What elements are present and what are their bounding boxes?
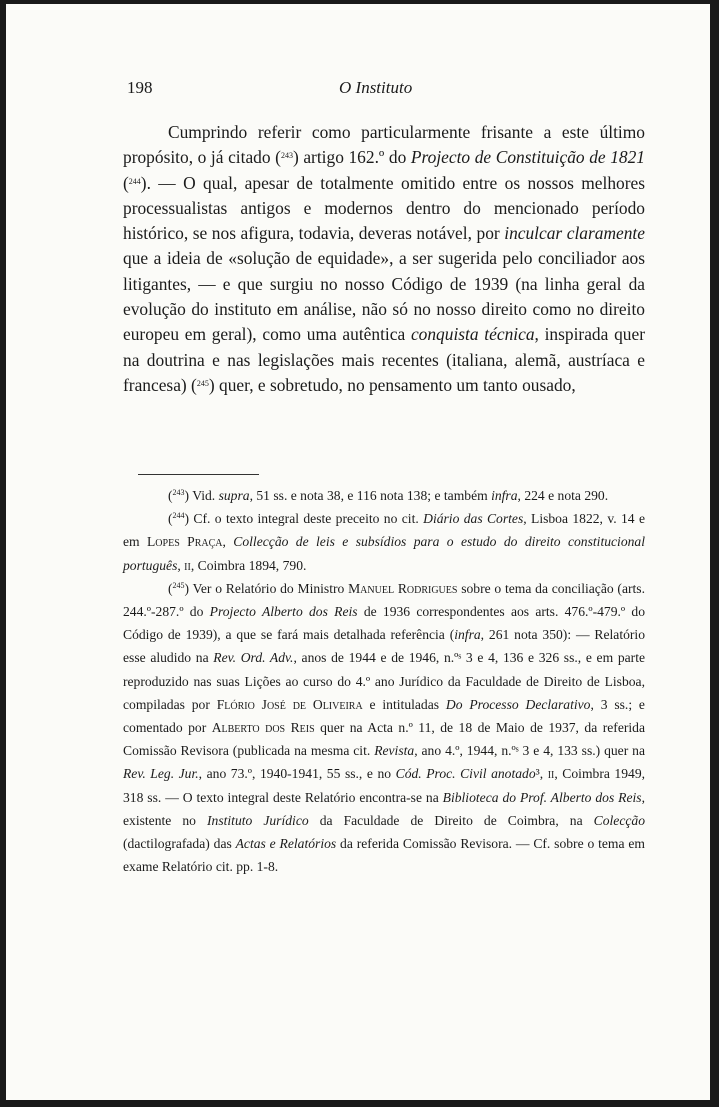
footnote-245: ($^{245}$) Ver o Relatório do Ministro Manuel Rodrigues sobre o tema da conciliação (arts. 244.º-287.º do Projecto Alberto dos Reis de 1936 correspondentes aos arts. 476.º-479.º do Código de 1939), a que se fará mais detalhada referência (infra, 261 nota 350): — Relatório esse aludido na Rev. Ord. Adv., anos de 1944 e de 1946, n.ºˢ 3 e 4, 136 e 326 ss., e em parte reproduzido nas suas Lições ao curso do 4.º ano Jurídico da Faculdade de Direito de Lisboa, compiladas por Flório José de Oliveira e intituladas Do Processo Declarativo, 3 ss.; e comentado por Alberto dos Reis quer na Acta n.º 11, de 18 de Maio de 1937, da referida Comissão Revisora (publicada na mesma cit. Revista, ano 4.º, 1944, n.ºˢ 3 e 4, 133 ss.) quer na Rev. Leg. Jur., ano 73.º, 1940-1941, 55 ss., e no Cód. Proc. Civil anotado³, ii, Coimbra 1949, 318 ss. — O texto integral deste Relatório encontra-se na Biblioteca do Prof. Alberto dos Reis, existente no Instituto Jurídico da Faculdade de Direito de Coimbra, na Colecção (dactilografada) das Actas e Relatórios da referida Comissão Revisora. — Cf. sobre o tema em exame Relatório cit. pp. 1-8. [123, 580, 646, 875]
main-paragraph: Cumprindo referir como particularmente frisante a este último propósito, o já citado ($^{243}$) artigo 162.º do Projecto de Constituição de 1821 ($^{244}$). — O qual, apesar de totalmente omitido entre os nossos melhores processualistas antigos e modernos dentro do mencionado período histórico, se nos afigura, todavia, deveras notável, por inculcar claramente que a ideia de «solução de equidade», a ser sugerida pelo conciliador aos litigantes, — e que surgiu no nosso Código de 1939 (na linha geral da evolução do instituto em análise, não só no nosso direito como no direito europeu em geral), como uma autêntica conquista técnica, inspirada quer na doutrina e nas legislações mais recentes (italiana, alemã, austríaca e francesa) ($^{245}$) quer, e sobretudo, no pensamento um tanto ousado, [123, 122, 645, 395]
footnote-243: ($^{243}$) Vid. supra, 51 ss. e nota 38, e 116 nota 138; e também infra, 224 e nota 290. [168, 488, 609, 503]
main-text [123, 120, 645, 398]
footnote-separator [138, 474, 259, 475]
running-title: O Instituto [339, 78, 413, 97]
footnote-ref-243[interactable]: 243 [280, 151, 293, 161]
footnote-ref-244[interactable]: 244 [128, 176, 141, 186]
book-page [6, 4, 710, 1100]
footnote-ref-245[interactable]: 245 [196, 378, 209, 388]
page-number: 198 [127, 78, 153, 97]
footnotes [123, 484, 645, 878]
footnote-244: ($^{244}$) Cf. o texto integral deste preceito no cit. Diário das Cortes, Lisboa 1822, v. 14 e em Lopes Praça, Collecção de leis e subsídios para o estudo do direito constitucional português, ii, Coimbra 1894, 790. [123, 511, 646, 573]
